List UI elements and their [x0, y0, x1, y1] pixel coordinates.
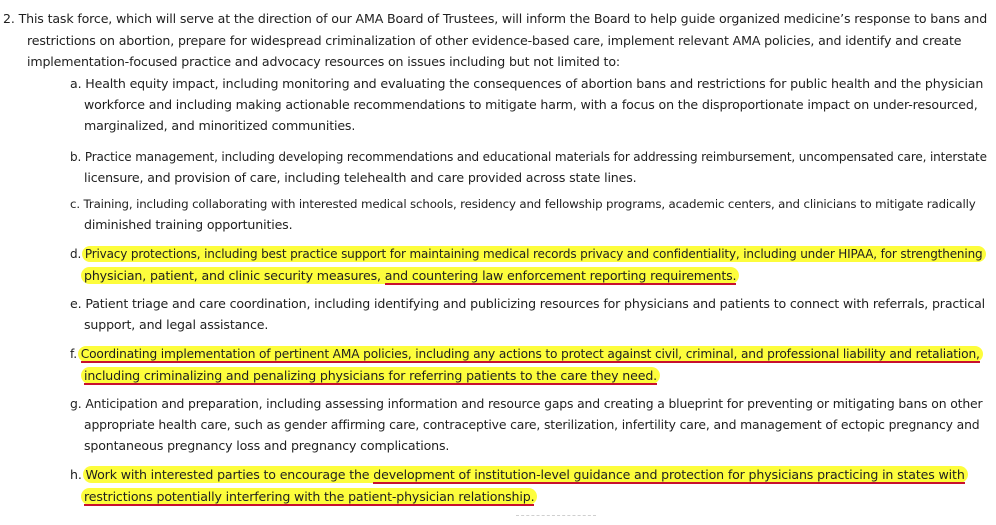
subitem-h-text-plain: Work with interested parties to encourage the	[85, 467, 374, 482]
subitem-e-line-2: support, and legal assistance.	[84, 317, 269, 332]
subitem-h-underlined-1: development of institution-level guidance and protection for physicians practicing in states with	[373, 467, 965, 482]
subitem-b-text: Practice management, including developing recommendations and educational materials for addressing reimbursement, uncompensated care, interstate	[84, 150, 987, 164]
subitem-e-line-1	[70, 294, 985, 314]
subitem-f-underlined-2: including criminalizing and penalizing physicians for referring patients to the care they need.	[84, 368, 658, 383]
subitem-d-line-2	[84, 266, 736, 286]
subitem-f-marker: f.	[70, 347, 77, 361]
subitem-h-underlined-2: restrictions potentially interfering with the patient-physician relationship.	[84, 489, 535, 504]
subitem-a-marker: a.	[70, 76, 82, 91]
subitem-g-text: Anticipation and preparation, including assessing information and resource gaps and creating a blueprint for preventing or mitigating bans on other	[85, 396, 983, 411]
subitem-b-marker: b.	[70, 150, 82, 164]
subitem-d-marker: d.	[70, 247, 82, 261]
item-2-number: 2.	[3, 11, 15, 26]
subitem-g-marker: g.	[70, 396, 82, 411]
subitem-c-marker: c.	[70, 197, 80, 211]
item-2-line-3: implementation-focused practice and advocacy resources on issues including but not limited to:	[27, 54, 620, 69]
subitem-c-line-1	[70, 194, 976, 214]
subitem-f-line-1	[70, 344, 980, 364]
subitem-b-line-2: licensure, and provision of care, including telehealth and care provided across state lines.	[84, 170, 637, 185]
subitem-a-line-1	[70, 74, 983, 94]
item-2-text: This task force, which will serve at the direction of our AMA Board of Trustees, will inform the Board to help guide organized medicine’s response to bans and	[18, 11, 988, 26]
subitem-a-text: Health equity impact, including monitoring and evaluating the consequences of abortion bans and restrictions for public health and the physician	[85, 76, 984, 91]
subitem-h-marker: h.	[70, 467, 82, 482]
subitem-g-line-1	[70, 394, 982, 414]
subitem-f-underlined-1: Coordinating implementation of pertinent AMA policies, including any actions to protect against civil, criminal, and professional liability and retaliation,	[80, 347, 980, 361]
subitem-f-highlight-1	[78, 346, 983, 362]
subitem-h-line-1	[70, 465, 965, 485]
subitem-a-line-3: marginalized, and minoritized communities.	[84, 118, 356, 133]
page-bottom-divider	[516, 515, 596, 516]
subitem-a-line-2: workforce and including making actionable recommendations to mitigate harm, with a focus on the disproportionate impact on under-resourced,	[84, 97, 978, 112]
subitem-d-highlight-2	[81, 267, 739, 284]
subitem-d-text-plain: physician, patient, and clinic security measures,	[84, 268, 385, 283]
subitem-h-line-2	[84, 487, 534, 507]
subitem-c-line-2: diminished training opportunities.	[84, 217, 293, 232]
item-2-line-1	[3, 9, 987, 29]
item-2-line-2: restrictions on abortion, prepare for widespread criminalization of other evidence-based care, implement relevant AMA policies, and identify and create	[27, 33, 962, 48]
subitem-e-marker: e.	[70, 296, 82, 311]
subitem-b-line-1	[70, 147, 987, 167]
subitem-h-highlight-1	[83, 466, 968, 483]
subitem-f-line-2	[84, 366, 657, 386]
subitem-f-highlight-2	[81, 367, 660, 384]
subitem-h-highlight-2	[81, 488, 537, 505]
subitem-d-highlight-1: Privacy protections, including best practice support for maintaining medical records privacy and confidentiality, including under HIPAA, for strengthening	[82, 246, 986, 262]
subitem-g-line-2: appropriate health care, such as gender affirming care, contraceptive care, sterilization, infertility care, and management of ectopic pregnancy and	[84, 417, 980, 432]
subitem-g-line-3: spontaneous pregnancy loss and pregnancy complications.	[84, 438, 450, 453]
subitem-e-text: Patient triage and care coordination, including identifying and publicizing resources for physicians and patients to connect with referrals, practical	[85, 296, 986, 311]
subitem-c-text: Training, including collaborating with interested medical schools, residency and fellowship programs, academic centers, and clinicians to mitigate radically	[83, 197, 976, 211]
subitem-d-underlined: and countering law enforcement reporting requirements.	[384, 268, 737, 283]
subitem-d-line-1	[70, 244, 983, 264]
